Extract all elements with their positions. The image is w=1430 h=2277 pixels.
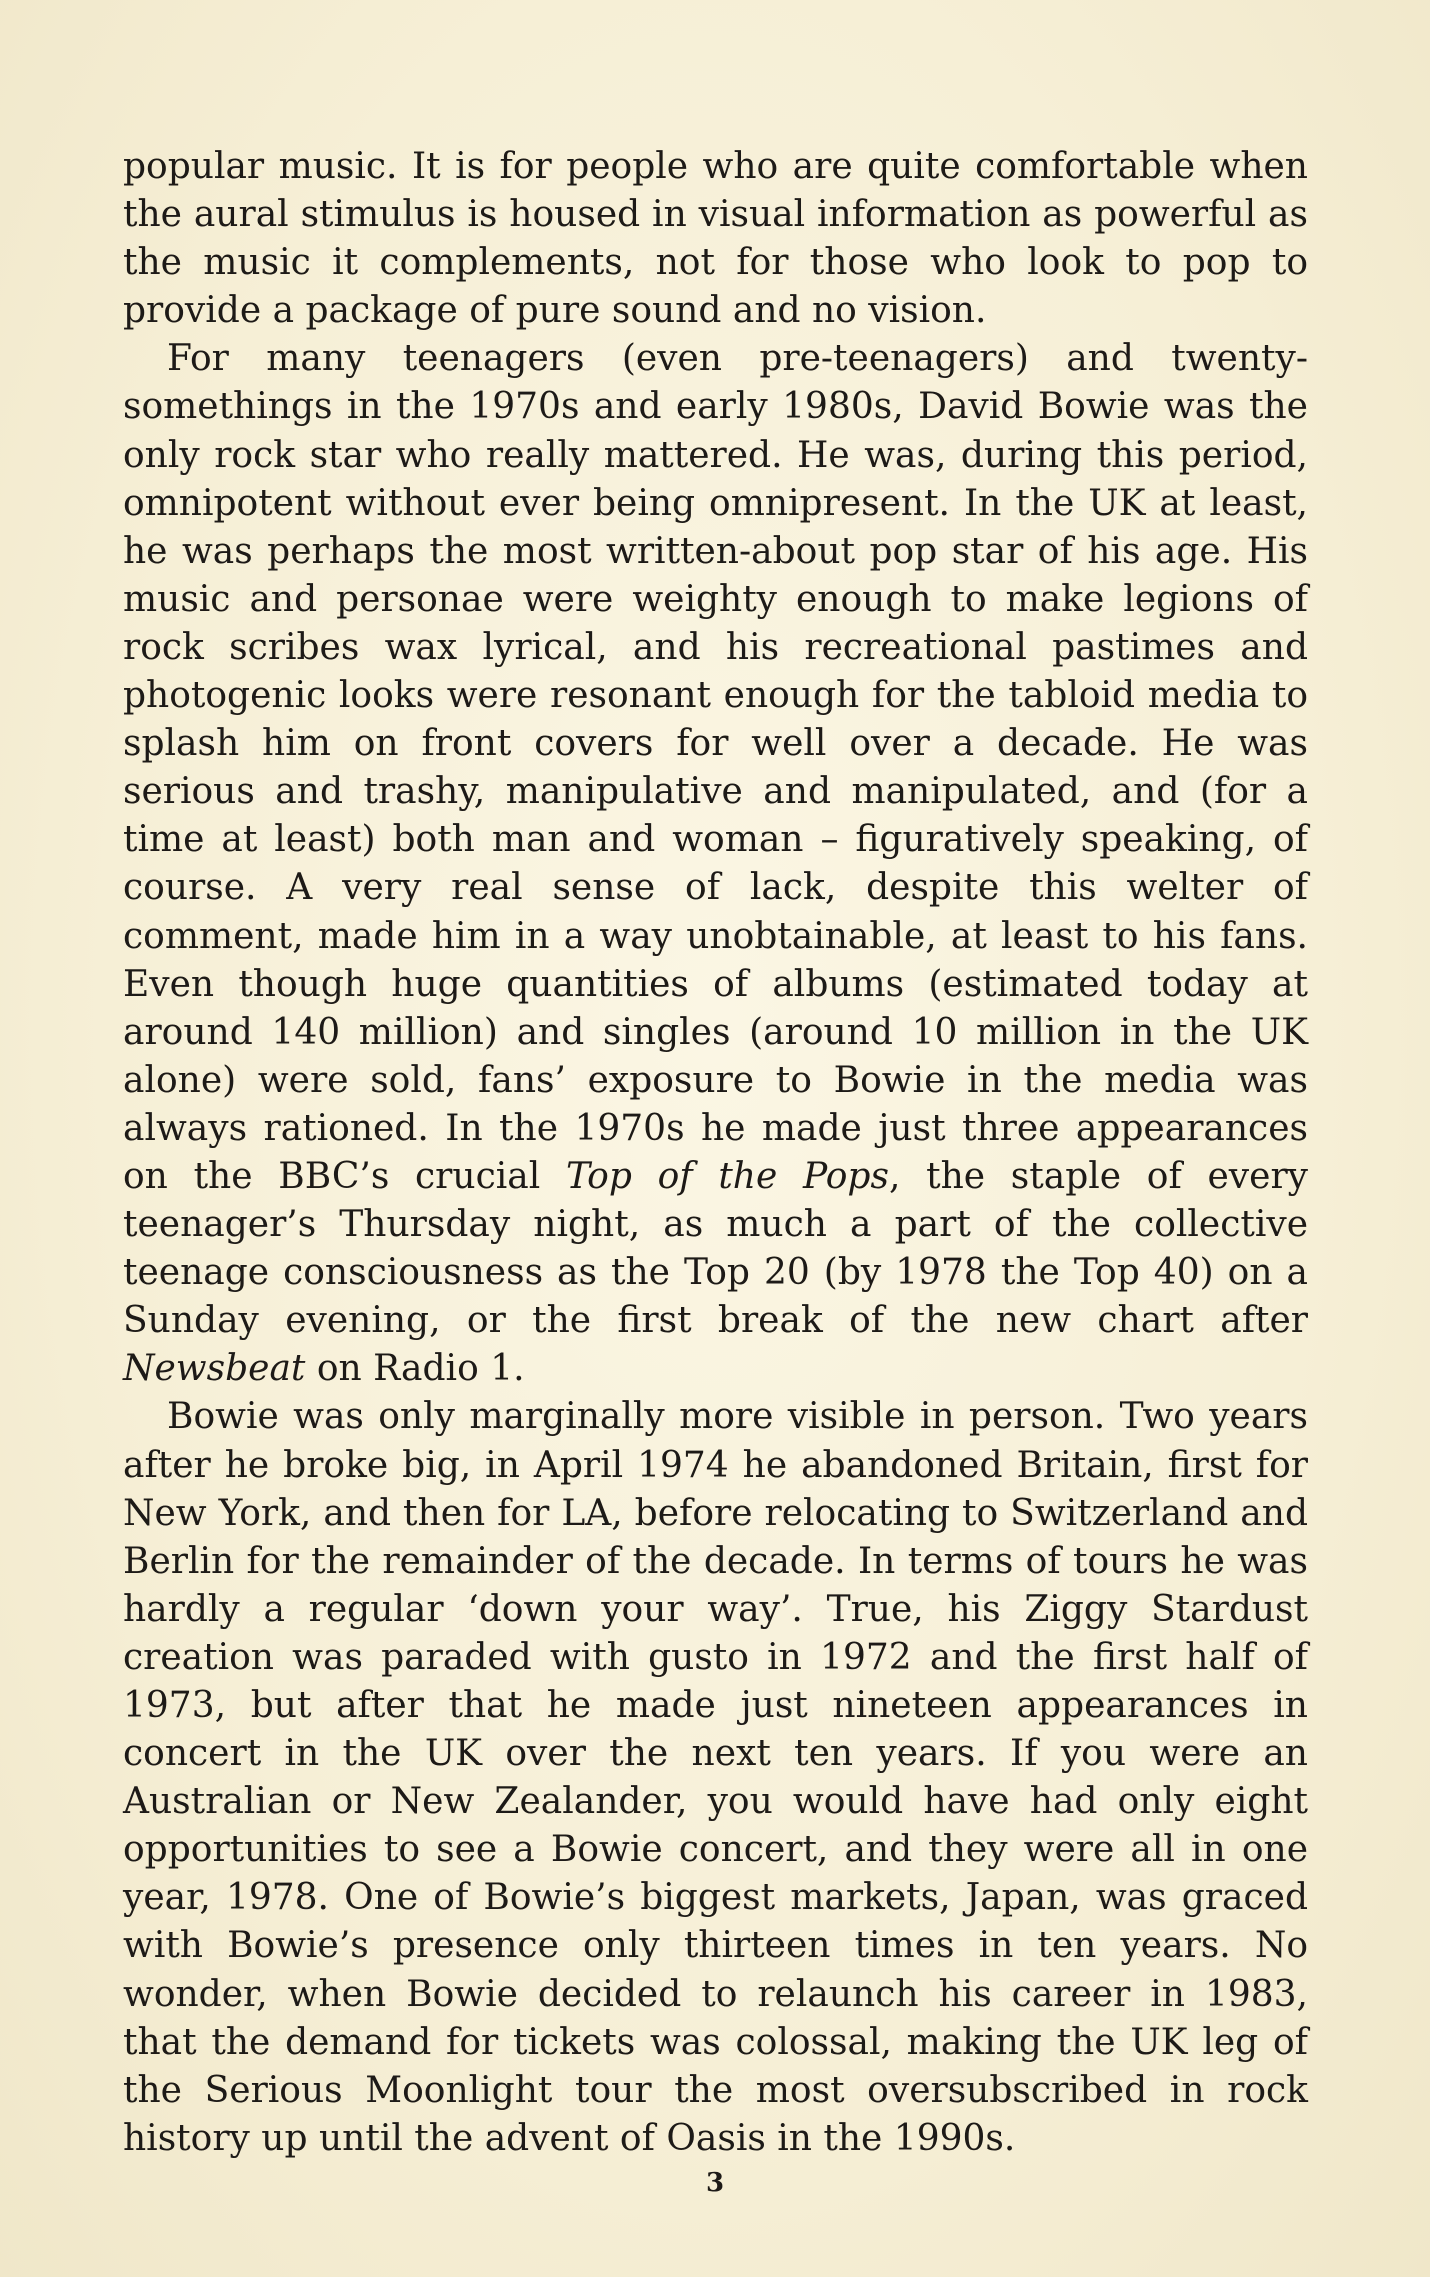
paragraph-text-part: For many teenagers (even pre-teenagers) and twenty-somethings in the 1970s and early 1980s, David Bowie was the only rock star who really mattered. He was, during this period, omnipotent without ever being omnipresent. In the UK at least, he was perhaps the most written-about pop star of his age. His music and personae were weighty enough to make legions of rock scribes wax lyrical, and his recreational pastimes and photogenic looks were resonant enough for the tabloid media to splash him on front covers for well over a decade. He was serious and trashy, manipulative and manipulated, and (for a time at least) both man and woman – figuratively speaking, of course. A very real sense of lack, despite this welter of comment, made him in a way unobtainable, at least to his fans. Even though huge quantities of albums (estimated today at around 140 million) and singles (around 10 million in the UK alone) were sold, fans’ exposure to Bowie in the media was always rationed. In the 1970s he made just three appearances on the BBC’s crucial <box>123 338 1308 1197</box>
paragraph-continuation: popular music. It is for people who are quite comfortable when the aural stimulus is housed in visual information as powerful as the music it complements, not for those who look to pop to provide a package of pure sound and no vision. <box>123 146 1308 332</box>
paragraph-text-part: on Radio 1. <box>305 1348 525 1390</box>
paragraph-bowie-visible: Bowie was only marginally more visible in person. Two years after he broke big, in April 1974 he abandoned Britain, first for New York, and then for LA, before relocating to Switzerland and Berlin for the remainder of the decade. In terms of tours he was hardly a regular ‘down your way’. True, his Ziggy Stardust creation was paraded with gusto in 1972 and the first half of 1973, but after that he made just nineteen appearances in concert in the UK over the next ten years. If you were an Australian or New Zealander, you would have had only eight opportunities to see a Bowie concert, and they were all in one year, 1978. One of Bowie’s biggest markets, Japan, was graced with Bowie’s presence only thirteen times in ten years. No wonder, when Bowie decided to relaunch his career in 1983, that the demand for tickets was colossal, making the UK leg of the Serious Moonlight tour the most oversubscribed in rock history up until the advent of Oasis in the 1990s. <box>123 1396 1308 2159</box>
page-number: 3 <box>705 2168 725 2198</box>
title-newsbeat: Newsbeat <box>123 1348 306 1390</box>
body-text <box>123 143 1308 2163</box>
title-top-of-the-pops: Top of the Pops <box>565 1155 889 1197</box>
paragraph-bowie-mattered <box>123 335 1308 1393</box>
paragraph-text-part: , the staple of every teenager’s Thursday night, as much a part of the collective teenage consciousness as the Top 20 (by 1978 the Top 40) on a Sunday evening, or the first break of the new chart after <box>123 1155 1308 1342</box>
